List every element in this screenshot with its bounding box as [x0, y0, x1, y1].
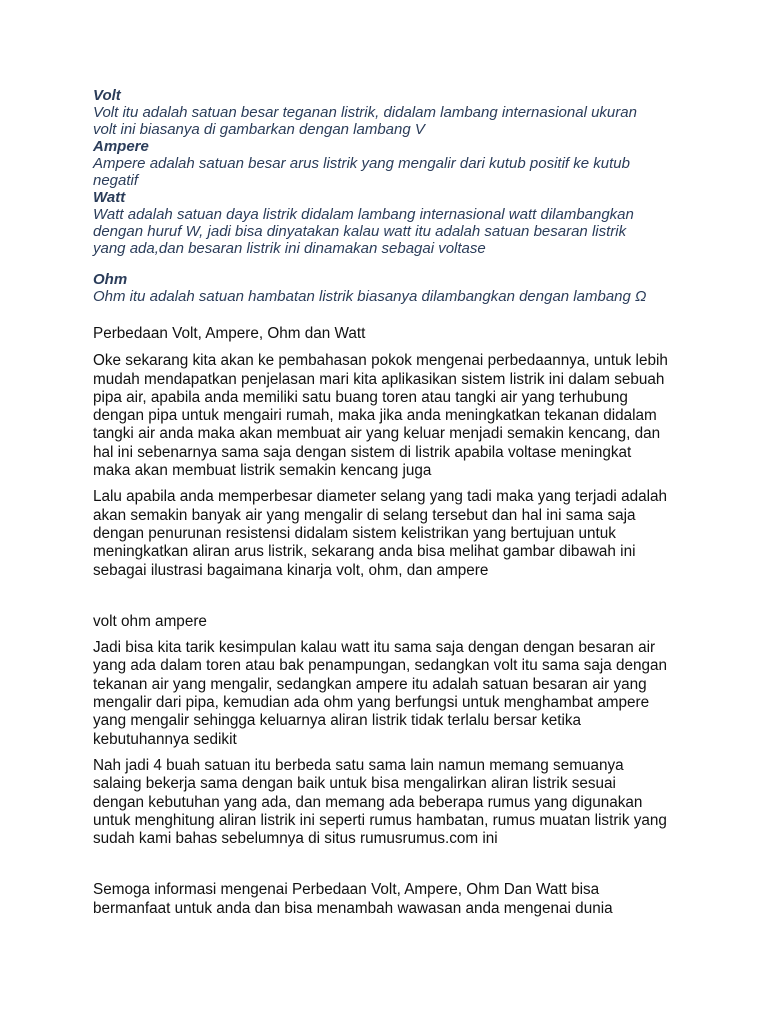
definition-line: Volt itu adalah satuan besar teganan listrik, didalam lambang internasional ukuran: [93, 104, 637, 121]
paragraph-2: [93, 488, 693, 579]
text-line: hal ini sebenarnya sama saja dengan sistem di listrik apabila voltase meningkat: [93, 443, 632, 461]
definition-line: Ampere adalah satuan besar arus listrik yang mengalir dari kutub positif ke kutub: [93, 155, 630, 172]
text-line: sebagai ilustrasi bagaimana kinarja volt, ohm, dan ampere: [93, 561, 489, 579]
definition-line: Ohm itu adalah satuan hambatan listrik biasanya dilambangkan dengan lambang Ω: [93, 288, 647, 305]
closing-paragraph: [93, 881, 693, 918]
section-heading: Perbedaan Volt, Ampere, Ohm dan Watt: [93, 325, 366, 342]
text-line: Semoga informasi mengenai Perbedaan Volt, Ampere, Ohm Dan Watt bisa: [93, 881, 600, 899]
text-line: dengan pipa untuk mengairi rumah, maka jika anda meningkatkan tekanan didalam: [93, 407, 657, 425]
paragraph-1: [93, 352, 693, 480]
text-line: yang mengalir sehingga keluarnya aliran listrik tidak terlalu bersar ketika: [93, 712, 582, 730]
paragraph-3: [93, 639, 693, 749]
definition-ampere: [93, 138, 693, 189]
text-line: salaing bekerja sama dengan baik untuk bisa mengalirkan aliran listrik sesuai: [93, 775, 616, 793]
document-page: [93, 87, 693, 918]
text-line: akan semakin banyak air yang mengalir di selang tersebut dan hal ini sama saja: [93, 506, 636, 524]
text-line: mudah mendapatkan penjelasan mari kita aplikasikan sistem listrik ini dalam sebuah: [93, 370, 665, 388]
term-heading: Ohm: [93, 271, 128, 288]
text-line: sudah kami bahas sebelumnya di situs rumusrumus.com ini: [93, 830, 498, 848]
text-line: tangki air anda maka akan membuat air yang keluar menjadi semakin kencang, dan: [93, 425, 661, 443]
text-line: dengan kebutuhan yang ada, dan memang ada beberapa rumus yang digunakan: [93, 793, 643, 811]
definition-ohm: [93, 271, 693, 305]
text-line: pipa air, apabila anda memiliki satu buang toren atau tangki air yang terhubung: [93, 388, 628, 406]
text-line: maka akan membuat listrik semakin kencang juga: [93, 462, 432, 480]
definition-line: volt ini biasanya di gambarkan dengan lambang V: [93, 121, 425, 138]
text-line: kebutuhannya sedikit: [93, 730, 237, 748]
paragraph-4: [93, 757, 693, 848]
text-line: mengalir dari pipa, kemudian ada ohm yang berfungsi untuk menghambat ampere: [93, 694, 650, 712]
text-line: meningkatkan aliran arus listrik, sekarang anda bisa melihat gambar dibawah ini: [93, 543, 636, 561]
definition-volt: [93, 87, 693, 138]
definition-line: yang ada,dan besaran listrik ini dinamakan sebagai voltase: [93, 240, 486, 257]
text-line: Nah jadi 4 buah satuan itu berbeda satu sama lain namun memang semuanya: [93, 756, 624, 774]
text-line: yang ada dalam toren atau bak penampungan, sedangkan volt itu sama saja dengan: [93, 657, 668, 675]
definition-line: Watt adalah satuan daya listrik didalam lambang internasional watt dilambangkan: [93, 206, 634, 223]
text-line: Lalu apabila anda memperbesar diameter selang yang tadi maka yang terjadi adalah: [93, 488, 667, 506]
definition-line: dengan huruf W, jadi bisa dinyatakan kalau watt itu adalah satuan besaran listrik: [93, 223, 627, 240]
text-line: tekanan air yang mengalir, sedangkan ampere itu adalah satuan besaran air yang: [93, 675, 647, 693]
text-line: untuk menghitung aliran listrik ini seperti rumus hambatan, rumus muatan listrik yang: [93, 811, 667, 829]
term-heading: Watt: [93, 189, 126, 206]
text-line: bermanfaat untuk anda dan bisa menambah wawasan anda mengenai dunia: [93, 899, 613, 917]
text-line: Jadi bisa kita tarik kesimpulan kalau watt itu sama saja dengan dengan besaran air: [93, 639, 656, 657]
definition-watt: [93, 189, 693, 257]
text-line: Oke sekarang kita akan ke pembahasan pokok mengenai perbedaannya, untuk lebih: [93, 352, 668, 370]
definition-line: negatif: [93, 172, 139, 189]
term-heading: Volt: [93, 87, 121, 104]
image-caption: volt ohm ampere: [93, 612, 207, 630]
text-line: dengan penurunan resistensi didalam sistem kelistrikan yang bertujuan untuk: [93, 524, 616, 542]
term-heading: Ampere: [93, 138, 149, 155]
